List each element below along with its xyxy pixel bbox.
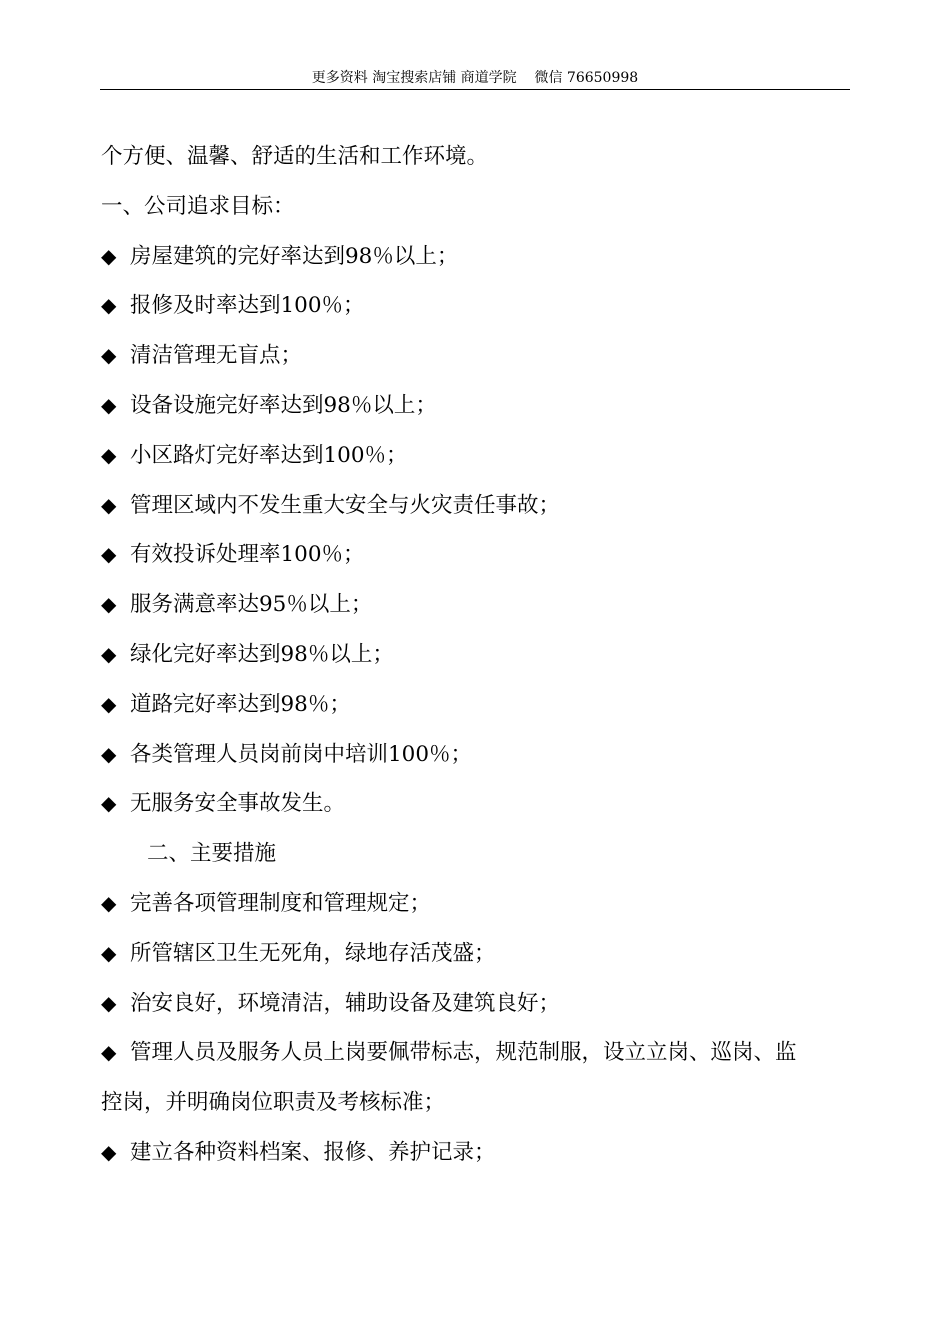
goal-text: 小区路灯完好率达到100％； — [130, 442, 408, 468]
diamond-bullet-icon: ◆ — [101, 1139, 117, 1164]
diamond-bullet-icon: ◆ — [101, 890, 117, 915]
diamond-bullet-icon: ◆ — [101, 791, 117, 816]
goal-item — [101, 779, 851, 829]
diamond-bullet-icon: ◆ — [101, 940, 117, 965]
goal-text: 各类管理人员岗前岗中培训100％； — [130, 741, 473, 767]
goal-text: 有效投诉处理率100％； — [130, 542, 365, 568]
goal-item — [101, 331, 851, 381]
measure-item — [101, 1028, 851, 1078]
diamond-bullet-icon: ◆ — [101, 392, 117, 417]
goal-item — [101, 381, 851, 431]
measure-item — [101, 1128, 851, 1178]
diamond-bullet-icon: ◆ — [101, 592, 117, 617]
measure-text: 建立各种资料档案、报修、养护记录； — [130, 1139, 496, 1165]
diamond-bullet-icon: ◆ — [101, 741, 117, 766]
document-body — [101, 132, 851, 1178]
measure-text: 治安良好，环境清洁，辅助设备及建筑良好； — [130, 990, 561, 1016]
goal-item — [101, 481, 851, 531]
goal-text: 清洁管理无盲点； — [130, 343, 303, 369]
measure-item — [101, 979, 851, 1029]
goal-text: 道路完好率达到98％； — [130, 691, 351, 717]
measure-item — [101, 929, 851, 979]
goal-text: 设备设施完好率达到98％以上； — [130, 392, 437, 418]
goal-item — [101, 232, 851, 282]
diamond-bullet-icon: ◆ — [101, 293, 117, 318]
diamond-bullet-icon: ◆ — [101, 1040, 117, 1065]
diamond-bullet-icon: ◆ — [101, 442, 117, 467]
goal-text: 无服务安全事故发生。 — [130, 791, 346, 817]
section-heading-goals: 一、公司追求目标： — [101, 193, 295, 219]
measure-text: 完善各项管理制度和管理规定； — [130, 890, 432, 916]
intro-paragraph: 个方便、温馨、舒适的生活和工作环境。 — [101, 144, 489, 169]
goal-text: 报修及时率达到100％； — [130, 293, 365, 319]
goal-text: 管理区域内不发生重大安全与火灾责任事故； — [130, 492, 561, 518]
goal-item — [101, 580, 851, 630]
goal-item — [101, 281, 851, 331]
diamond-bullet-icon: ◆ — [101, 492, 117, 517]
page-header: 更多资料 淘宝搜索店铺 商道学院 微信 76650998 — [100, 68, 850, 90]
diamond-bullet-icon: ◆ — [101, 641, 117, 666]
diamond-bullet-icon: ◆ — [101, 542, 117, 567]
goal-item — [101, 730, 851, 780]
goal-item — [101, 530, 851, 580]
goal-item — [101, 630, 851, 680]
diamond-bullet-icon: ◆ — [101, 691, 117, 716]
goal-item — [101, 431, 851, 481]
goal-text: 房屋建筑的完好率达到98％以上； — [130, 243, 459, 269]
goal-text: 服务满意率达95％以上； — [130, 592, 373, 618]
section-heading-measures: 二、主要措施 — [147, 841, 277, 867]
goal-text: 绿化完好率达到98％以上； — [130, 641, 394, 667]
diamond-bullet-icon: ◆ — [101, 990, 117, 1015]
diamond-bullet-icon: ◆ — [101, 343, 117, 368]
goal-item — [101, 680, 851, 730]
diamond-bullet-icon: ◆ — [101, 243, 117, 268]
measure-text: 管理人员及服务人员上岗要佩带标志，规范制服，设立立岗、巡岗、监 — [130, 1040, 797, 1066]
measure-text: 所管辖区卫生无死角，绿地存活茂盛； — [130, 940, 496, 966]
measure-continuation: 控岗，并明确岗位职责及考核标准； — [101, 1090, 446, 1116]
measure-item — [101, 879, 851, 929]
